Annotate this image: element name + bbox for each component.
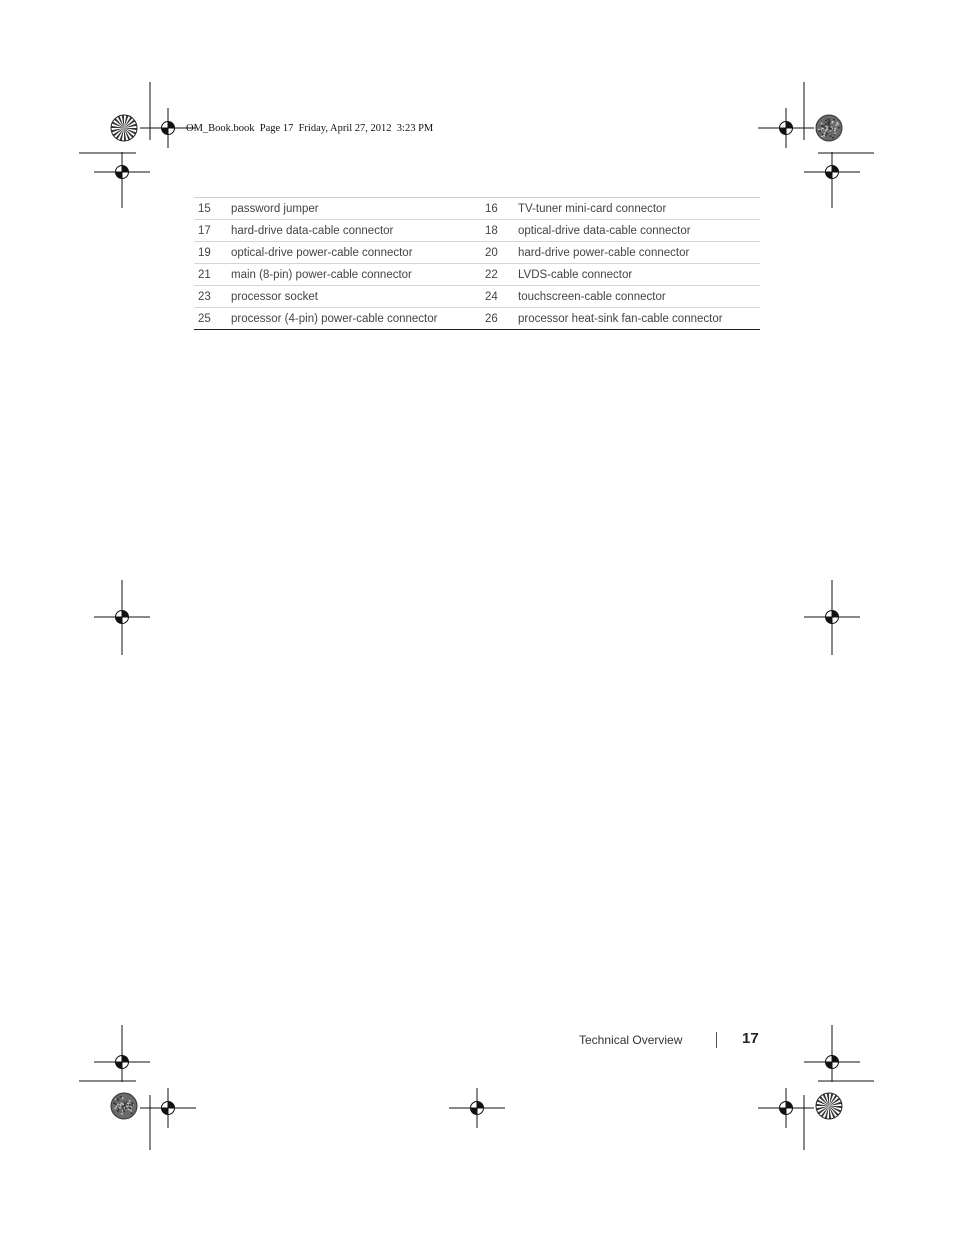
footer-section-title: Technical Overview	[579, 1033, 683, 1047]
registration-mark-icon	[449, 1088, 505, 1128]
part-number: 22	[481, 264, 518, 286]
part-label: main (8-pin) power-cable connector	[231, 264, 481, 286]
part-number: 20	[481, 242, 518, 264]
part-number: 17	[194, 220, 231, 242]
part-label: hard-drive data-cable connector	[231, 220, 481, 242]
part-label: processor (4-pin) power-cable connector	[231, 312, 438, 325]
part-label: touchscreen-cable connector	[518, 286, 760, 308]
part-number: 21	[194, 264, 231, 286]
parts-table	[194, 197, 760, 330]
part-label: TV-tuner mini-card connector	[518, 198, 760, 220]
gray-density-patch-icon	[816, 115, 842, 141]
part-label: optical-drive power-cable connector	[231, 242, 481, 264]
part-number: 24	[481, 286, 518, 308]
table-row	[194, 264, 760, 286]
registration-mark-icon	[94, 597, 150, 637]
table-row	[194, 286, 760, 308]
registration-mark-icon	[758, 108, 814, 148]
table-row	[194, 308, 760, 330]
registration-mark-icon	[804, 597, 860, 637]
part-label: password jumper	[231, 198, 481, 220]
part-label: hard-drive power-cable connector	[518, 242, 760, 264]
gray-density-patch-icon	[111, 1093, 137, 1119]
part-number: 18	[481, 220, 518, 242]
starburst-target-icon	[111, 115, 137, 141]
registration-mark-icon	[94, 1042, 150, 1082]
print-slug-line: OM_Book.book Page 17 Friday, April 27, 2012 3:23 PM	[186, 123, 434, 134]
registration-mark-icon	[804, 1042, 860, 1082]
part-number: 16	[481, 198, 518, 220]
part-number: 26	[485, 312, 498, 325]
footer-divider	[716, 1032, 717, 1048]
part-number: 25	[198, 312, 211, 325]
part-label: optical-drive data-cable connector	[518, 220, 760, 242]
part-number: 19	[194, 242, 231, 264]
part-number: 15	[194, 198, 231, 220]
table-row	[194, 242, 760, 264]
registration-mark-icon	[140, 1088, 196, 1128]
page-number: 17	[742, 1030, 759, 1047]
registration-mark-icon	[758, 1088, 814, 1128]
part-number: 23	[194, 286, 231, 308]
part-label: processor heat-sink fan-cable connector	[518, 312, 723, 325]
part-label: processor socket	[231, 286, 481, 308]
starburst-target-icon	[816, 1093, 842, 1119]
registration-mark-icon	[94, 152, 150, 192]
table-row	[194, 220, 760, 242]
part-label: LVDS-cable connector	[518, 264, 760, 286]
registration-mark-icon	[804, 152, 860, 192]
table-row	[194, 198, 760, 220]
